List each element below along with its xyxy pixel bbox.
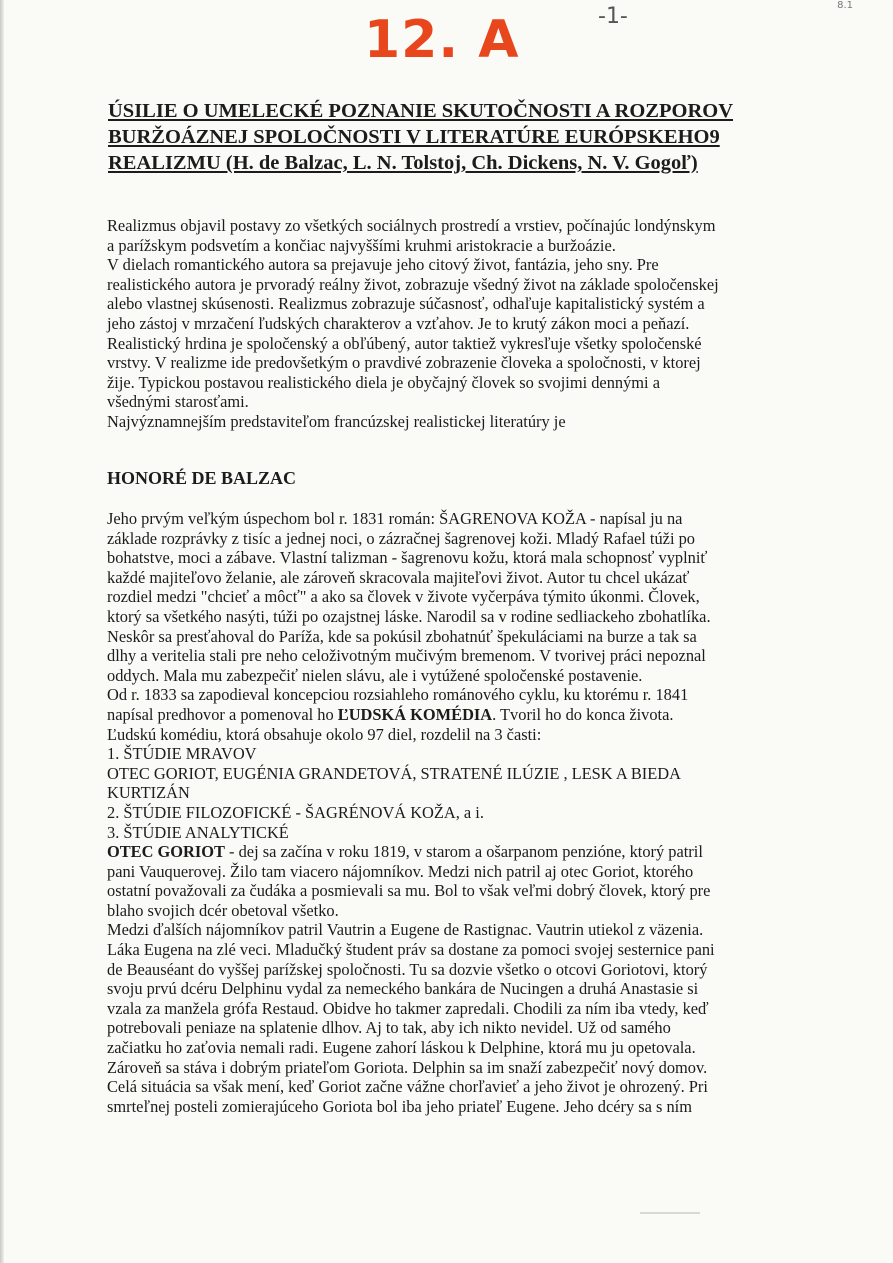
text-line: pani Vauquerovej. Žilo tam viacero nájomníkov. Medzi nich patril aj otec Goriot, ktorého — [107, 861, 694, 881]
text-line: dlhy a veritelia stali pre neho celoživotným mučivým bremenom. V tvorivej práci nepoznal — [107, 646, 706, 666]
text-line: Láka Eugena na zlé veci. Mladučký študent práv sa dostane za pomoci svojej sesternice pani — [107, 940, 715, 960]
text-line: a parížskym podsvetím a končiac najvyššími kruhmi aristokracie a buržoázie. — [107, 235, 616, 255]
work-title: ĽUDSKÁ KOMÉDIA — [337, 704, 493, 724]
scan-mark — [640, 1212, 700, 1214]
text-line: ostatní považovali za čudáka a posmievali sa mu. Bol to však veľmi dobrý človek, ktorý pre — [107, 881, 711, 901]
intro-paragraph — [107, 216, 807, 432]
section-heading: HONORÉ DE BALZAC — [107, 468, 297, 488]
work-title: OTEC GORIOT — [107, 842, 225, 862]
handwritten-class-note: 12. A — [364, 10, 520, 70]
text-line: Neskôr sa presťahoval do Paríža, kde sa pokúsil zbohatnúť špekuláciami na burze a tak sa — [107, 626, 697, 646]
text-line: de Beauséant do vyššej parížskej spoločnosti. Tu sa dozvie všetko o otcovi Goriotovi, ktorý — [107, 959, 708, 979]
text-line: alebo vlastnej skúsenosti. Realizmus zobrazuje súčasnosť, odhaľuje kapitalistický systém a — [107, 294, 705, 314]
title-line: ÚSILIE O UMELECKÉ POZNANIE SKUTOČNOSTI A ROZPOROV — [108, 100, 733, 122]
text-line: Ľudskú komédiu, ktorá obsahuje okolo 97 diel, rozdelil na 3 časti: — [107, 724, 542, 744]
text-line: základe rozprávky z tisíc a jednej noci, o zázračnej šagrenovej koži. Mladý Rafael túži po — [107, 528, 695, 548]
title-line: REALIZMU (H. de Balzac, L. N. Tolstoj, Ch. Dickens, N. V. Gogoľ) — [108, 152, 698, 174]
text-line: KURTIZÁN — [107, 783, 190, 803]
text-line: Najvýznamnejším predstaviteľom francúzskej realistickej literatúry je — [107, 411, 566, 431]
text-line: Jeho prvým veľkým úspechom bol r. 1831 román: ŠAGRENOVA KOŽA - napísal ju na — [107, 509, 683, 528]
list-item: 3. ŠTÚDIE ANALYTICKÉ — [107, 822, 289, 842]
text-line: každé majiteľovo želanie, ale zároveň skracovala majiteľovi život. Autor tu chcel ukázať — [107, 567, 690, 587]
text-line: jeho zástoj v mrzačení ľudských charakterov a vzťahov. Je to krutý zákon moci a peňazí. — [107, 313, 690, 333]
text-line: bohatstve, moci a zábave. Vlastní talizman - šagrenovu kožu, ktorá mala schopnosť vyplniť — [107, 548, 708, 568]
text-line: oddych. Mala mu zabezpečiť nielen slávu, ale i vytúžené spoločenské postavenie. — [107, 665, 643, 685]
corner-mark: 8.1 — [837, 0, 853, 11]
balzac-section — [107, 509, 807, 1116]
text-line: vzala za manžela grófa Restaud. Obidve ho takmer zapredali. Chodili za ním iba vtedy, keď — [107, 998, 709, 1018]
document-title — [108, 98, 808, 176]
text-line: potrebovali peniaze na splatenie dlhov. Aj to tak, aby ich nikto nevidel. Už od samého — [107, 1018, 671, 1038]
text-line: všednými starosťami. — [107, 392, 249, 412]
text-line: svoju prvú dcéru Delphinu vydal za nemeckého bankára de Nucingen a druhá Anastasie si — [107, 979, 699, 999]
list-item: 1. ŠTÚDIE MRAVOV — [107, 744, 257, 764]
page-number: -1- — [598, 4, 628, 29]
text-span: . Tvoril ho do konca života. — [492, 704, 674, 724]
text-line: začiatku ho zaťovia nemali radi. Eugene zahorí láskou k Delphine, ktorá mu ju opetovala. — [107, 1038, 696, 1058]
text-line: V dielach romantického autora sa prejavuje jeho citový život, fantázia, jeho sny. Pre — [107, 255, 659, 275]
list-item: 2. ŠTÚDIE FILOZOFICKÉ - ŠAGRÉNOVÁ KOŽA, a i. — [107, 802, 484, 822]
text-line: realistického autora je prvoradý reálny život, zobrazuje všedný život na základe spoločenskej — [107, 274, 719, 294]
text-line: žije. Typickou postavou realistického diela je obyčajný človek so svojimi dennými a — [107, 372, 660, 392]
text-line: Zároveň sa stáva i dobrým priateľom Goriota. Delphin sa im snaží zabezpečiť nový domov. — [107, 1057, 708, 1077]
text-line: Celá situácia sa však mení, keď Goriot začne vážne chorľavieť a jeho život je ohrozený. Pri — [107, 1077, 708, 1097]
text-line: Od r. 1833 sa zapodieval koncepciou rozsiahleho románového cyklu, ku ktorému r. 1841 — [107, 685, 689, 705]
text-line: rozdiel medzi "chcieť a môcť" a ako sa človek v živote vyčerpáva týmito úkonmi. Človek, — [107, 587, 700, 607]
title-line: BURŽOÁZNEJ SPOLOČNOSTI V LITERATÚRE EURÓPSKEHO9 — [108, 126, 720, 148]
text-line: ktorý sa všetkého nasýti, túži po ozajstnej láske. Narodil sa v rodine sedliackeho zbohatlíka. — [107, 606, 711, 626]
text-span: napísal predhovor a pomenoval ho — [107, 704, 338, 724]
text-line — [107, 705, 807, 725]
text-line: Medzi ďalších nájomníkov patril Vautrin a Eugene de Rastignac. Vautrin utiekol z väzenia. — [107, 920, 704, 940]
text-span: - dej sa začína v roku 1819, v starom a ošarpanom penzióne, ktorý patril — [224, 842, 703, 862]
text-line: Realizmus objavil postavy zo všetkých sociálnych prostredí a vrstiev, počínajúc londýnskym — [107, 216, 716, 235]
text-line: OTEC GORIOT, EUGÉNIA GRANDETOVÁ, STRATENÉ ILÚZIE , LESK A BIEDA — [107, 763, 681, 783]
text-line — [107, 842, 807, 862]
scan-edge — [0, 0, 4, 1263]
text-line: blaho svojich dcér obetoval všetko. — [107, 900, 339, 920]
text-line: Realistický hrdina je spoločenský a obľúbený, autor taktiež vykresľuje všetky spoločenské — [107, 333, 702, 353]
text-line: smrteľnej posteli zomierajúceho Goriota bol iba jeho priateľ Eugene. Jeho dcéry sa s ním — [107, 1096, 692, 1116]
text-line: vrstvy. V realizme ide predovšetkým o pravdivé zobrazenie človeka a spoločnosti, v ktorej — [107, 353, 701, 373]
